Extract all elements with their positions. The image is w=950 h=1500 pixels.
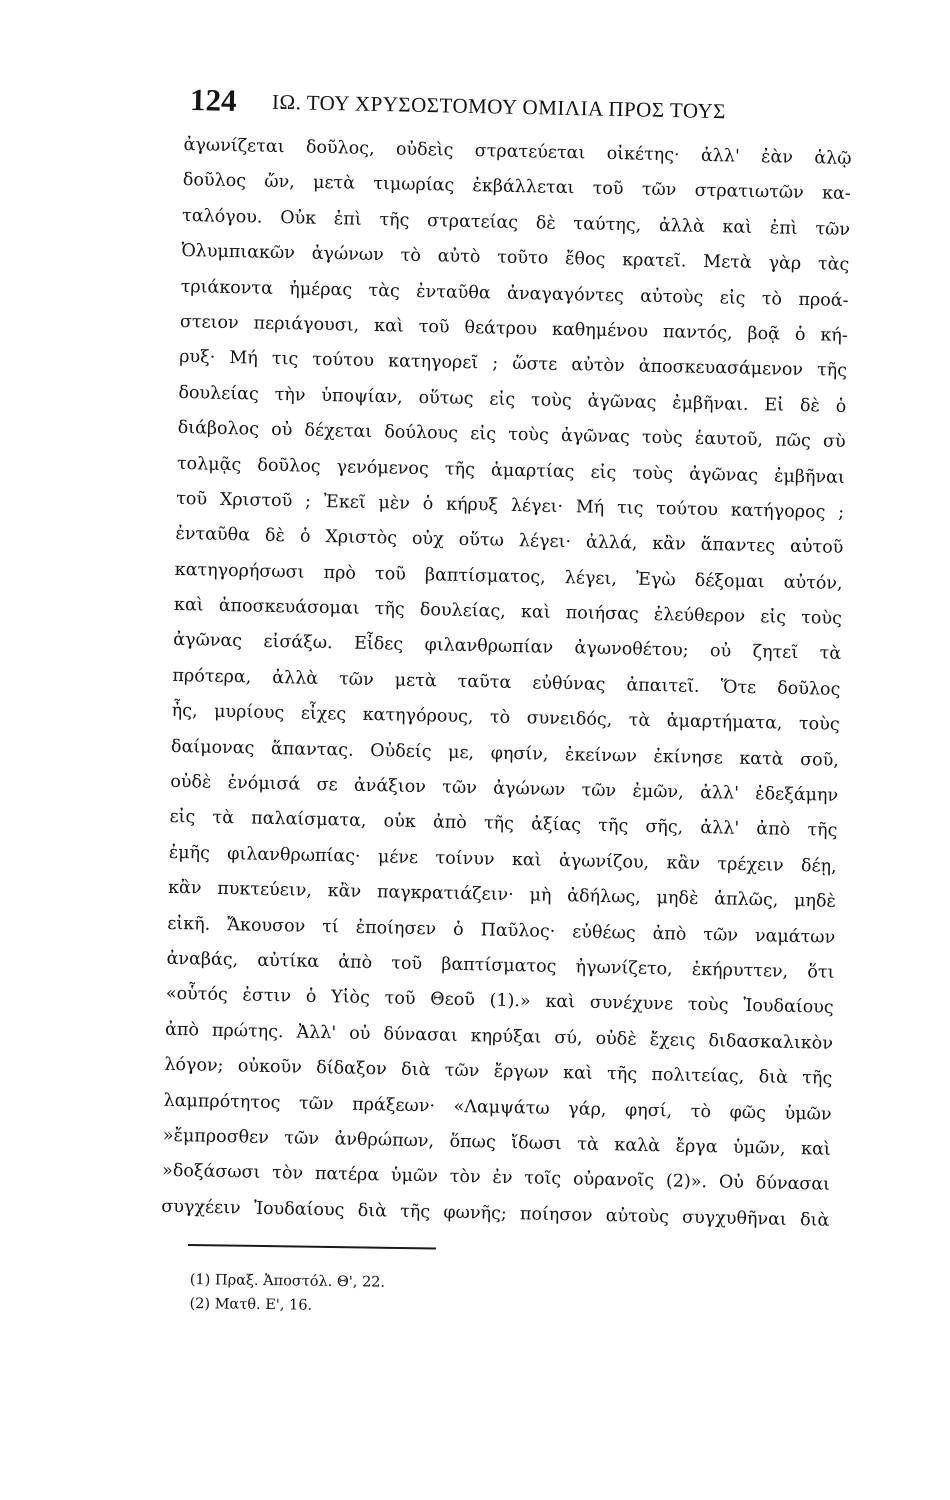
text-line: ρυξ· Μή τις τούτου κατηγορεῖ ; ὥστε αὐτὸν ἀποσκευασάμενον τῆς bbox=[178, 347, 848, 382]
text-line: οὐδὲ ἐνόμισά σε ἀνάξιον τῶν ἀγώνων τῶν ἐμῶν, ἀλλ' ἐδεξάμην bbox=[170, 771, 839, 806]
text-line: δοῦλος ὤν, μετὰ τιμωρίας ἐκβάλλεται τοῦ τῶν στρατιωτῶν κα- bbox=[182, 170, 851, 205]
text-line: »δοξάσωσι τὸν πατέρα ὑμῶν τὸν ἐν τοῖς οὐρανοῖς (2)». Οὐ δύνασαι bbox=[161, 1161, 831, 1196]
text-line: τριάκοντα ἡμέρας τὰς ἐνταῦθα ἀναγαγόντες αὐτοὺς εἰς τὸ προά- bbox=[180, 276, 849, 311]
text-line: δαίμονας ἅπαντας. Οὐδείς με, φησίν, ἐκείνων ἐκίνησε κατὰ σοῦ, bbox=[170, 736, 840, 771]
text-line: ἀναβάς, αὐτίκα ἀπὸ τοῦ βαπτίσματος ἠγωνίζετο, ἐκήρυττεν, ὅτι bbox=[166, 948, 835, 983]
text-line: Ὀλυμπιακῶν ἀγώνων τὸ αὐτὸ τοῦτο ἔθος κρατεῖ. Μετὰ γὰρ τὰς bbox=[181, 241, 850, 276]
text-line: ἀπὸ πρώτης. Ἀλλ' οὐ δύνασαι κηρύξαι σύ, οὐδὲ ἔχεις διδασκαλικὸν bbox=[164, 1019, 834, 1054]
text-line: λαμπρότητος τῶν πράξεων· «Λαμψάτω γάρ, φησί, τὸ φῶς ὑμῶν bbox=[163, 1090, 832, 1125]
text-line: δουλείας τὴν ὑποψίαν, οὕτως εἰς τοὺς ἀγῶνας ἐμβῆναι. Εἰ δὲ ὁ bbox=[178, 382, 847, 417]
text-line: καὶ ἀποσκευάσομαι τῆς δουλείας, καὶ ποιήσας ἐλεύθερον εἰς τοὺς bbox=[173, 594, 843, 629]
footnotes bbox=[189, 1268, 590, 1322]
text-line: ἀγῶνας εἰσάξω. Εἶδες φιλανθρωπίαν ἀγωνοθέτου; οὐ ζητεῖ τὰ bbox=[173, 630, 842, 665]
text-line: ἐμῆς φιλανθρωπίας· μένε τοίνυν καὶ ἀγωνίζου, κἂν τρέχειν δέῃ, bbox=[168, 842, 837, 877]
text-line: κἂν πυκτεύειν, κἂν παγκρατιάζειν· μὴ ἀδήλως, μηδὲ ἁπλῶς, μηδὲ bbox=[167, 878, 837, 913]
text-line: ἐνταῦθα δὲ ὁ Χριστὸς οὐχ οὕτω λέγει· ἀλλά, κἂν ἅπαντες αὐτοῦ bbox=[175, 524, 844, 559]
page-number: 124 bbox=[189, 82, 237, 118]
text-line: «οὗτός ἐστιν ὁ Υἱὸς τοῦ Θεοῦ (1).» καὶ συνέχυνε τοὺς Ἰουδαίους bbox=[165, 984, 834, 1019]
text-line: τολμᾷς δοῦλος γενόμενος τῆς ἁμαρτίας εἰς τοὺς ἀγῶνας ἐμβῆναι bbox=[176, 453, 846, 488]
text-line: εἰς τὰ παλαίσματα, οὐκ ἀπὸ τῆς ἀξίας τῆς σῆς, ἀλλ' ἀπὸ τῆς bbox=[169, 807, 838, 842]
footnote-rule bbox=[188, 1244, 436, 1249]
body-text bbox=[161, 128, 852, 1239]
text-line: στειον περιάγουσι, καὶ τοῦ θεάτρου καθημένου παντός, βοᾷ ὁ κή- bbox=[179, 311, 849, 346]
text-line: πρότερα, ἀλλὰ τῶν μετὰ ταῦτα εὐθύνας ἀπαιτεῖ. Ὅτε δοῦλος bbox=[172, 665, 841, 700]
text-line: διάβολος οὐ δέχεται δούλους εἰς τοὺς ἀγῶνας τοὺς ἑαυτοῦ, πῶς σὺ bbox=[177, 418, 846, 453]
text-line: εἰκῆ. Ἄκουσον τί ἐποίησεν ὁ Παῦλος· εὐθέως ἀπὸ τῶν ναμάτων bbox=[167, 913, 836, 948]
text-line: τοῦ Χριστοῦ ; Ἐκεῖ μὲν ὁ κήρυξ λέγει· Μή τις τούτου κατήγορος ; bbox=[176, 488, 845, 523]
text-line: κατηγορήσωσι πρὸ τοῦ βαπτίσματος, λέγει, Ἐγὼ δέξομαι αὐτόν, bbox=[174, 559, 843, 594]
page-header bbox=[190, 82, 851, 136]
text-line: ταλόγου. Οὐκ ἐπὶ τῆς στρατείας δὲ ταύτης, ἀλλὰ καὶ ἐπὶ τῶν bbox=[181, 205, 851, 240]
text-line: »ἔμπροσθεν τῶν ἀνθρώπων, ὅπως ἴδωσι τὰ καλὰ ἔργα ὑμῶν, καὶ bbox=[162, 1125, 831, 1160]
text-line: ἀγωνίζεται δοῦλος, οὐδεὶς στρατεύεται οἰκέτης· ἀλλ' ἐὰν ἁλῷ bbox=[183, 134, 852, 169]
text-line: λόγον; οὐκοῦν δίδαξον διὰ τῶν ἔργων καὶ τῆς πολιτείας, διὰ τῆς bbox=[164, 1054, 833, 1089]
text-line: ἦς, μυρίους εἶχες κατηγόρους, τὸ συνειδός, τὰ ἁμαρτήματα, τοὺς bbox=[171, 701, 840, 736]
text-line: συγχέειν Ἰουδαίους διὰ τῆς φωνῆς; ποίησον αὐτοὺς συγχυθῆναι διὰ bbox=[161, 1196, 830, 1231]
footnote-1: (1) Πραξ. Ἀποστόλ. Θ', 22. bbox=[189, 1271, 386, 1291]
footnote-2: (2) Ματθ. Ε', 16. bbox=[189, 1295, 313, 1314]
running-head: ΙΩ. ΤΟΥ ΧΡΥΣΟΣΤΟΜΟΥ ΟΜΙΛΙΑ ΠΡΟΣ ΤΟΥΣ bbox=[271, 89, 727, 124]
